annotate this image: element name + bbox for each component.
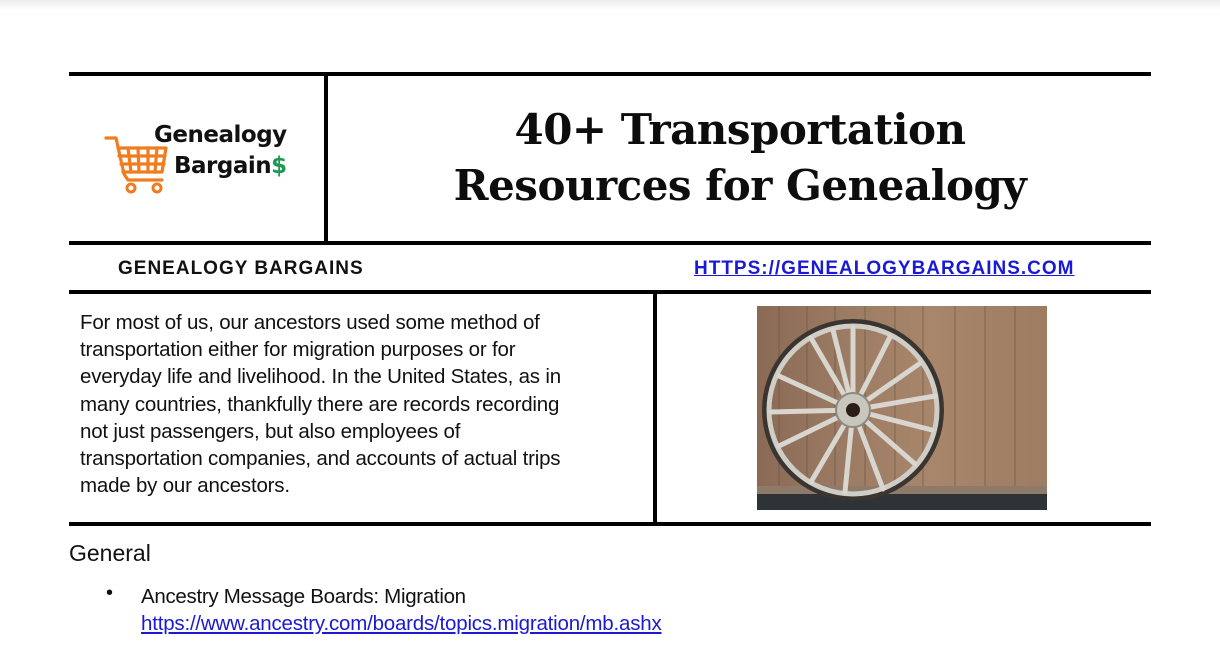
intro-paragraph — [80, 309, 650, 499]
page-title-line2: Resources for Genealogy — [453, 161, 1027, 210]
intro-line: many countries, thankfully there are records recording — [80, 392, 560, 416]
rule-top — [69, 72, 1151, 76]
logo-dollar-sign: $ — [271, 153, 287, 179]
rule-byline-bottom — [69, 290, 1151, 294]
intro-line: everyday life and livelihood. In the United States, as in — [80, 365, 561, 389]
intro-line: made by our ancestors. — [80, 474, 290, 498]
wagon-wheel-image — [757, 306, 1047, 510]
rule-header-bottom — [69, 241, 1151, 245]
divider-logo-title — [324, 72, 328, 245]
site-url-link[interactable]: HTTPS://GENEALOGYBARGAINS.COM — [694, 258, 1075, 279]
logo-line1: Genealogy — [154, 122, 287, 148]
page-top-shadow — [0, 0, 1220, 10]
intro-line: transportation either for migration purposes or for — [80, 338, 516, 362]
page-title-line1: 40+ Transportation — [514, 105, 966, 154]
divider-intro-photo — [653, 290, 657, 526]
section-heading-general: General — [69, 540, 151, 566]
logo-line2-text: Bargain — [174, 153, 272, 179]
logo-wordmark — [152, 120, 287, 182]
page-title — [330, 102, 1150, 214]
intro-line: not just passengers, but also employees of — [80, 419, 461, 443]
intro-line: transportation companies, and accounts of actual trips — [80, 447, 561, 471]
rule-intro-bottom — [69, 522, 1151, 526]
wagon-wheel-photo — [757, 306, 1047, 510]
logo-line2 — [152, 151, 287, 182]
genealogy-bargains-logo — [100, 118, 305, 198]
resource-link[interactable]: https://www.ancestry.com/boards/topics.migration/mb.ashx — [141, 612, 662, 635]
resource-title: Ancestry Message Boards: Migration — [141, 585, 466, 608]
intro-line: For most of us, our ancestors used some method of — [80, 311, 540, 334]
bullet-icon: • — [106, 582, 114, 604]
brand-label: GENEALOGY BARGAINS — [118, 258, 364, 279]
